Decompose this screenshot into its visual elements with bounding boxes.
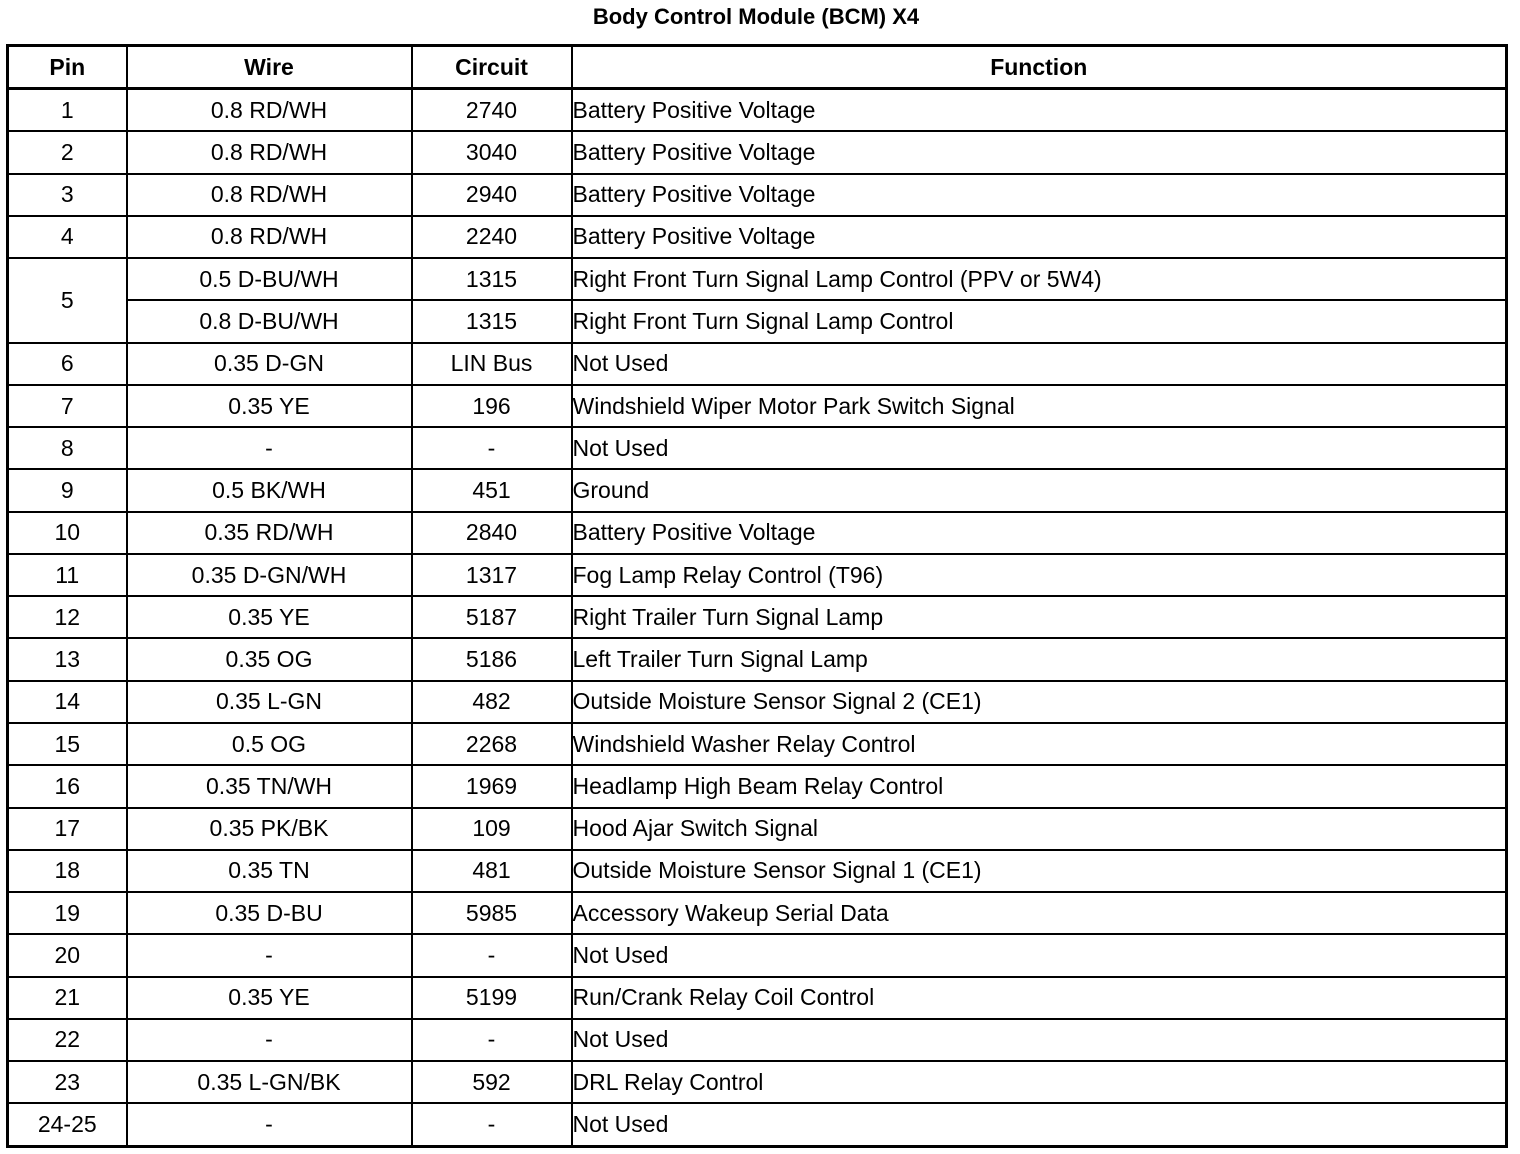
pin-cell: 4 — [8, 216, 127, 258]
wire-cell: - — [127, 934, 412, 976]
table-row — [8, 681, 1507, 723]
wire-cell: 0.35 YE — [127, 977, 412, 1019]
table-row — [8, 427, 1507, 469]
function-cell: Outside Moisture Sensor Signal 1 (CE1) — [572, 850, 1507, 892]
circuit-cell: 451 — [412, 469, 572, 511]
pin-cell: 21 — [8, 977, 127, 1019]
table-row — [8, 1019, 1507, 1061]
wire-cell: 0.8 RD/WH — [127, 131, 412, 173]
pin-cell: 14 — [8, 681, 127, 723]
pin-cell: 16 — [8, 765, 127, 807]
pin-cell: 24-25 — [8, 1103, 127, 1146]
wire-cell: 0.35 D-BU — [127, 892, 412, 934]
function-cell: Hood Ajar Switch Signal — [572, 808, 1507, 850]
function-cell: Not Used — [572, 343, 1507, 385]
table-row — [8, 808, 1507, 850]
circuit-cell: 2740 — [412, 89, 572, 132]
function-cell: Run/Crank Relay Coil Control — [572, 977, 1507, 1019]
function-cell: Right Front Turn Signal Lamp Control (PPV or 5W4) — [572, 258, 1507, 300]
function-cell: Battery Positive Voltage — [572, 216, 1507, 258]
table-row — [8, 300, 1507, 342]
function-cell: DRL Relay Control — [572, 1061, 1507, 1103]
function-cell: Not Used — [572, 427, 1507, 469]
pin-cell: 1 — [8, 89, 127, 132]
pin-cell: 2 — [8, 131, 127, 173]
table-row — [8, 216, 1507, 258]
pin-cell: 10 — [8, 512, 127, 554]
wire-cell: 0.8 RD/WH — [127, 89, 412, 132]
table-row — [8, 131, 1507, 173]
function-cell: Not Used — [572, 1103, 1507, 1146]
table-row — [8, 554, 1507, 596]
table-row — [8, 723, 1507, 765]
pin-cell: 6 — [8, 343, 127, 385]
function-cell: Accessory Wakeup Serial Data — [572, 892, 1507, 934]
wire-cell: 0.35 L-GN/BK — [127, 1061, 412, 1103]
circuit-cell: LIN Bus — [412, 343, 572, 385]
function-cell: Headlamp High Beam Relay Control — [572, 765, 1507, 807]
table-row — [8, 469, 1507, 511]
table-row — [8, 638, 1507, 680]
function-cell: Left Trailer Turn Signal Lamp — [572, 638, 1507, 680]
function-cell: Battery Positive Voltage — [572, 512, 1507, 554]
table-title: Body Control Module (BCM) X4 — [592, 4, 920, 29]
wire-cell: 0.35 YE — [127, 596, 412, 638]
wire-cell: 0.35 TN — [127, 850, 412, 892]
wire-cell: 0.5 BK/WH — [127, 469, 412, 511]
table-row — [8, 1061, 1507, 1103]
table-row — [8, 1103, 1507, 1146]
pin-cell: 13 — [8, 638, 127, 680]
wire-cell: 0.35 D-GN/WH — [127, 554, 412, 596]
header-circuit: Circuit — [412, 46, 572, 89]
pin-cell: 8 — [8, 427, 127, 469]
wire-cell: 0.35 PK/BK — [127, 808, 412, 850]
circuit-cell: 5186 — [412, 638, 572, 680]
pin-cell: 5 — [8, 258, 127, 343]
wire-cell: 0.8 D-BU/WH — [127, 300, 412, 342]
circuit-cell: 1317 — [412, 554, 572, 596]
pin-cell: 18 — [8, 850, 127, 892]
pin-cell: 3 — [8, 174, 127, 216]
pin-cell: 12 — [8, 596, 127, 638]
circuit-cell: - — [412, 1103, 572, 1146]
table-row — [8, 385, 1507, 427]
table-row — [8, 765, 1507, 807]
circuit-cell: - — [412, 1019, 572, 1061]
header-function: Function — [572, 46, 1507, 89]
pin-cell: 19 — [8, 892, 127, 934]
function-cell: Windshield Wiper Motor Park Switch Signal — [572, 385, 1507, 427]
function-cell: Not Used — [572, 934, 1507, 976]
circuit-cell: 196 — [412, 385, 572, 427]
function-cell: Not Used — [572, 1019, 1507, 1061]
circuit-cell: - — [412, 427, 572, 469]
wire-cell: 0.35 YE — [127, 385, 412, 427]
header-wire: Wire — [127, 46, 412, 89]
wire-cell: 0.5 D-BU/WH — [127, 258, 412, 300]
function-cell: Fog Lamp Relay Control (T96) — [572, 554, 1507, 596]
function-cell: Outside Moisture Sensor Signal 2 (CE1) — [572, 681, 1507, 723]
header-pin: Pin — [8, 46, 127, 89]
table-row — [8, 850, 1507, 892]
pin-cell: 17 — [8, 808, 127, 850]
wire-cell: 0.8 RD/WH — [127, 216, 412, 258]
circuit-cell: 1315 — [412, 258, 572, 300]
circuit-cell: 2240 — [412, 216, 572, 258]
circuit-cell: 482 — [412, 681, 572, 723]
function-cell: Battery Positive Voltage — [572, 174, 1507, 216]
pin-cell: 20 — [8, 934, 127, 976]
circuit-cell: 5985 — [412, 892, 572, 934]
wire-cell: 0.35 TN/WH — [127, 765, 412, 807]
wire-cell: 0.35 OG — [127, 638, 412, 680]
wire-cell: 0.35 D-GN — [127, 343, 412, 385]
pin-cell: 15 — [8, 723, 127, 765]
pin-cell: 11 — [8, 554, 127, 596]
circuit-cell: 1315 — [412, 300, 572, 342]
function-cell: Battery Positive Voltage — [572, 89, 1507, 132]
circuit-cell: 2840 — [412, 512, 572, 554]
circuit-cell: 5199 — [412, 977, 572, 1019]
function-cell: Right Front Turn Signal Lamp Control — [572, 300, 1507, 342]
table-row — [8, 89, 1507, 132]
wire-cell: 0.8 RD/WH — [127, 174, 412, 216]
table-row — [8, 258, 1507, 300]
circuit-cell: 592 — [412, 1061, 572, 1103]
circuit-cell: 3040 — [412, 131, 572, 173]
wire-cell: 0.5 OG — [127, 723, 412, 765]
table-row — [8, 343, 1507, 385]
wire-cell: - — [127, 427, 412, 469]
pin-cell: 9 — [8, 469, 127, 511]
table-row — [8, 892, 1507, 934]
function-cell: Right Trailer Turn Signal Lamp — [572, 596, 1507, 638]
circuit-cell: 481 — [412, 850, 572, 892]
pin-cell: 22 — [8, 1019, 127, 1061]
circuit-cell: 2268 — [412, 723, 572, 765]
table-row — [8, 174, 1507, 216]
circuit-cell: 5187 — [412, 596, 572, 638]
table-body — [8, 89, 1507, 1147]
pin-cell: 7 — [8, 385, 127, 427]
table-row — [8, 934, 1507, 976]
function-cell: Windshield Washer Relay Control — [572, 723, 1507, 765]
header-row — [8, 46, 1507, 89]
wire-cell: 0.35 L-GN — [127, 681, 412, 723]
circuit-cell: 109 — [412, 808, 572, 850]
function-cell: Battery Positive Voltage — [572, 131, 1507, 173]
wire-cell: - — [127, 1019, 412, 1061]
wire-cell: - — [127, 1103, 412, 1146]
table-row — [8, 512, 1507, 554]
circuit-cell: - — [412, 934, 572, 976]
pinout-table — [6, 44, 1508, 1148]
table-row — [8, 977, 1507, 1019]
table-row — [8, 596, 1507, 638]
circuit-cell: 1969 — [412, 765, 572, 807]
pin-cell: 23 — [8, 1061, 127, 1103]
wire-cell: 0.35 RD/WH — [127, 512, 412, 554]
function-cell: Ground — [572, 469, 1507, 511]
circuit-cell: 2940 — [412, 174, 572, 216]
